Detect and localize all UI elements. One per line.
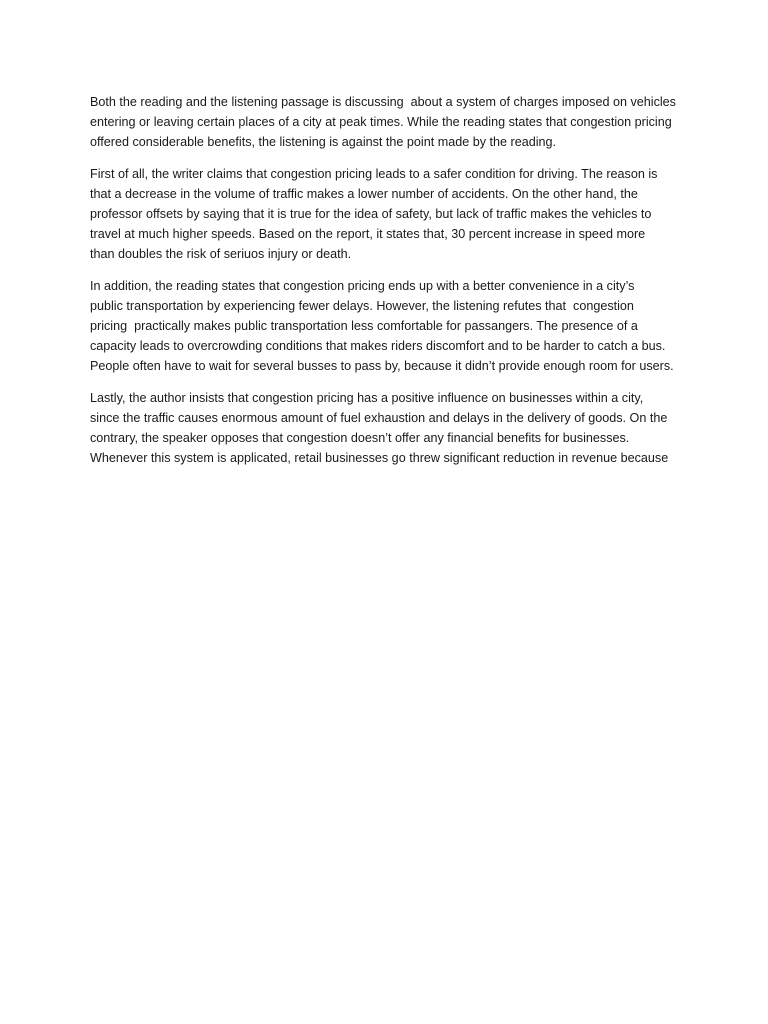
document-body (90, 92, 690, 480)
paragraph-transportation (90, 276, 690, 376)
text-line: capacity leads to overcrowding conditions that makes riders discomfort and to be harder to catch a bus. (90, 339, 666, 353)
text-line: that a decrease in the volume of traffic makes a lower number of accidents. On the other hand, the (90, 187, 638, 201)
text-line: since the traffic causes enormous amount of fuel exhaustion and delays in the delivery of goods. On the (90, 411, 668, 425)
text-line: than doubles the risk of seriuos injury or death. (90, 247, 352, 261)
text-line: pricing practically makes public transportation less comfortable for passangers. The presence of a (90, 319, 638, 333)
paragraph-businesses (90, 388, 690, 468)
text-line: public transportation by experiencing fewer delays. However, the listening refutes that congestion (90, 299, 634, 313)
text-line: professor offsets by saying that it is true for the idea of safety, but lack of traffic makes the vehicles to (90, 207, 652, 221)
text-line: First of all, the writer claims that congestion pricing leads to a safer condition for driving. The reason is (90, 167, 658, 181)
text-line: Whenever this system is applicated, retail businesses go threw significant reduction in revenue because (90, 451, 669, 465)
text-line: contrary, the speaker opposes that congestion doesn’t offer any financial benefits for businesses. (90, 431, 630, 445)
text-line: offered considerable benefits, the listening is against the point made by the reading. (90, 135, 557, 149)
text-line: Lastly, the author insists that congestion pricing has a positive influence on businesses within a city, (90, 391, 644, 405)
paragraph-safety (90, 164, 690, 264)
text-line: entering or leaving certain places of a city at peak times. While the reading states that congestion pricing (90, 115, 672, 129)
text-line: In addition, the reading states that congestion pricing ends up with a better convenience in a city’s (90, 279, 635, 293)
paragraph-intro (90, 92, 690, 152)
text-line: travel at much higher speeds. Based on the report, it states that, 30 percent increase in speed more (90, 227, 646, 241)
text-line: People often have to wait for several busses to pass by, because it didn’t provide enough room for users. (90, 359, 674, 373)
text-line: Both the reading and the listening passage is discussing about a system of charges imposed on vehicles (90, 95, 676, 109)
